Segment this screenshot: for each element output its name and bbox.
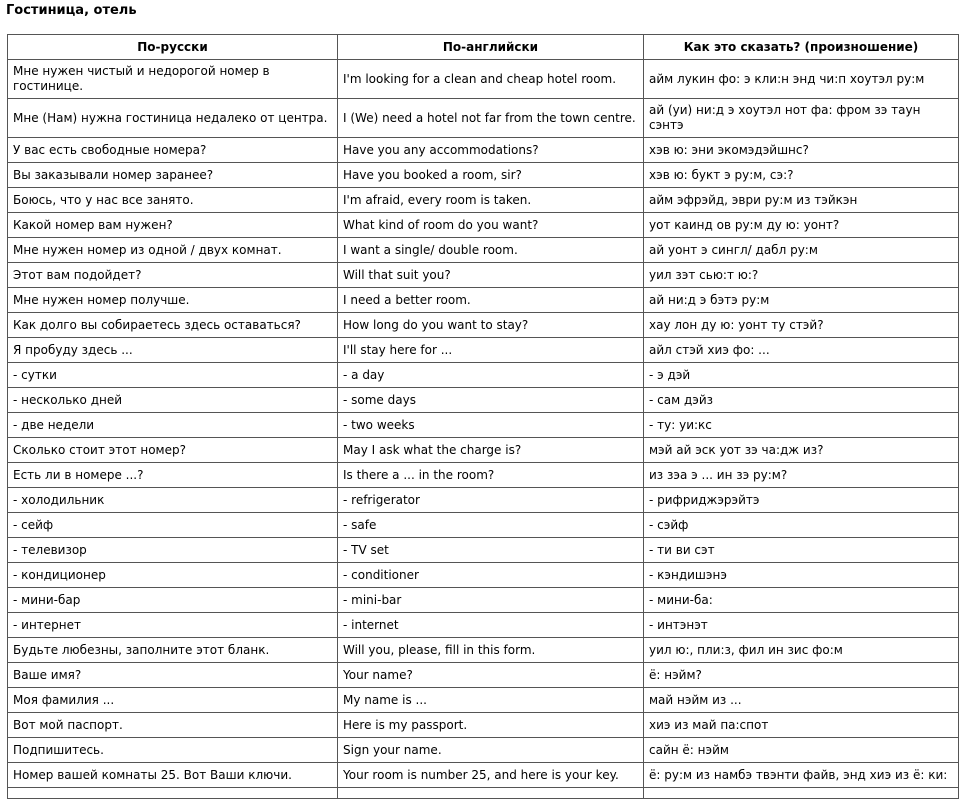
cell-english: - internet — [338, 613, 644, 638]
cell-russian: - интернет — [8, 613, 338, 638]
table-row — [8, 538, 959, 563]
table-row-cutoff — [8, 788, 959, 799]
cell-empty — [8, 788, 338, 799]
cell-english: - safe — [338, 513, 644, 538]
cell-russian: - кондиционер — [8, 563, 338, 588]
cell-english: - refrigerator — [338, 488, 644, 513]
cell-pronunciation: май нэйм из ... — [644, 688, 959, 713]
cell-english: I'll stay here for ... — [338, 338, 644, 363]
cell-english: - mini-bar — [338, 588, 644, 613]
cell-english: May I ask what the charge is? — [338, 438, 644, 463]
cell-english: Your name? — [338, 663, 644, 688]
cell-english: - a day — [338, 363, 644, 388]
cell-russian: Какой номер вам нужен? — [8, 213, 338, 238]
table-row — [8, 688, 959, 713]
cell-pronunciation: - сэйф — [644, 513, 959, 538]
cell-russian: Мне (Нам) нужна гостиница недалеко от центра. — [8, 99, 338, 138]
cell-pronunciation: айм эфрэйд, эври ру:м из тэйкэн — [644, 188, 959, 213]
table-row — [8, 563, 959, 588]
cell-english: Will you, please, fill in this form. — [338, 638, 644, 663]
cell-pronunciation: хау лон ду ю: уонт ту стэй? — [644, 313, 959, 338]
cell-pronunciation: уот каинд ов ру:м ду ю: уонт? — [644, 213, 959, 238]
table-row — [8, 763, 959, 788]
cell-russian: Как долго вы собираетесь здесь оставаться? — [8, 313, 338, 338]
table-row — [8, 413, 959, 438]
table-row — [8, 588, 959, 613]
table-row — [8, 638, 959, 663]
cell-pronunciation: - сам дэйз — [644, 388, 959, 413]
cell-english: - some days — [338, 388, 644, 413]
table-row — [8, 188, 959, 213]
cell-pronunciation: - интэнэт — [644, 613, 959, 638]
cell-russian: - телевизор — [8, 538, 338, 563]
table-header-row — [8, 35, 959, 60]
table-row — [8, 613, 959, 638]
cell-english: Your room is number 25, and here is your key. — [338, 763, 644, 788]
cell-russian: Номер вашей комнаты 25. Вот Ваши ключи. — [8, 763, 338, 788]
table-row — [8, 513, 959, 538]
cell-english: Here is my passport. — [338, 713, 644, 738]
cell-russian: Я пробуду здесь ... — [8, 338, 338, 363]
cell-english: Have you booked a room, sir? — [338, 163, 644, 188]
cell-english: I need a better room. — [338, 288, 644, 313]
cell-pronunciation: - ту: уи:кс — [644, 413, 959, 438]
cell-english: I'm looking for a clean and cheap hotel room. — [338, 60, 644, 99]
table-row — [8, 163, 959, 188]
cell-english: Is there a ... in the room? — [338, 463, 644, 488]
cell-pronunciation: ай ни:д э бэтэ ру:м — [644, 288, 959, 313]
cell-russian: Этот вам подойдет? — [8, 263, 338, 288]
table-row — [8, 438, 959, 463]
cell-english: I'm afraid, every room is taken. — [338, 188, 644, 213]
cell-english: I (We) need a hotel not far from the town centre. — [338, 99, 644, 138]
cell-english: Will that suit you? — [338, 263, 644, 288]
table-row — [8, 288, 959, 313]
cell-pronunciation: - мини-ба: — [644, 588, 959, 613]
cell-english: - TV set — [338, 538, 644, 563]
cell-pronunciation: из зэа э ... ин зэ ру:м? — [644, 463, 959, 488]
cell-pronunciation: сайн ё: нэйм — [644, 738, 959, 763]
cell-empty — [338, 788, 644, 799]
cell-english: - conditioner — [338, 563, 644, 588]
table-row — [8, 213, 959, 238]
cell-pronunciation: айл стэй хиэ фо: ... — [644, 338, 959, 363]
cell-russian: Мне нужен номер из одной / двух комнат. — [8, 238, 338, 263]
cell-english: I want a single/ double room. — [338, 238, 644, 263]
cell-english: My name is ... — [338, 688, 644, 713]
cell-russian: Сколько стоит этот номер? — [8, 438, 338, 463]
cell-pronunciation: - рифриджэрэйтэ — [644, 488, 959, 513]
table-row — [8, 738, 959, 763]
cell-pronunciation: ай уонт э сингл/ дабл ру:м — [644, 238, 959, 263]
cell-russian: Моя фамилия ... — [8, 688, 338, 713]
table-row — [8, 338, 959, 363]
cell-pronunciation: ай (уи) ни:д э хоутэл нот фа: фром зэ таун сэнтэ — [644, 99, 959, 138]
cell-empty — [644, 788, 959, 799]
cell-russian: Вот мой паспорт. — [8, 713, 338, 738]
table-row — [8, 488, 959, 513]
table-row — [8, 388, 959, 413]
cell-pronunciation: - кэндишэнэ — [644, 563, 959, 588]
table-row — [8, 60, 959, 99]
cell-english: Sign your name. — [338, 738, 644, 763]
cell-pronunciation: хэв ю: эни экомэдэйшнс? — [644, 138, 959, 163]
phrasebook-table — [7, 34, 959, 799]
cell-pronunciation: уил ю:, пли:з, фил ин зис фо:м — [644, 638, 959, 663]
table-row — [8, 99, 959, 138]
table-row — [8, 463, 959, 488]
table-row — [8, 263, 959, 288]
header-english: По-английски — [338, 35, 644, 60]
cell-pronunciation: хиэ из май па:спот — [644, 713, 959, 738]
cell-english: How long do you want to stay? — [338, 313, 644, 338]
cell-russian: - холодильник — [8, 488, 338, 513]
cell-russian: Будьте любезны, заполните этот бланк. — [8, 638, 338, 663]
cell-russian: Подпишитесь. — [8, 738, 338, 763]
cell-russian: Боюсь, что у нас все занято. — [8, 188, 338, 213]
cell-russian: - сутки — [8, 363, 338, 388]
table-row — [8, 238, 959, 263]
table-row — [8, 363, 959, 388]
cell-russian: - сейф — [8, 513, 338, 538]
header-russian: По-русски — [8, 35, 338, 60]
cell-russian: - несколько дней — [8, 388, 338, 413]
cell-russian: Есть ли в номере ...? — [8, 463, 338, 488]
cell-pronunciation: хэв ю: букт э ру:м, сэ:? — [644, 163, 959, 188]
cell-russian: Вы заказывали номер заранее? — [8, 163, 338, 188]
cell-russian: Мне нужен номер получше. — [8, 288, 338, 313]
header-pronunciation: Как это сказать? (произношение) — [644, 35, 959, 60]
cell-pronunciation: - э дэй — [644, 363, 959, 388]
cell-russian: У вас есть свободные номера? — [8, 138, 338, 163]
cell-english: What kind of room do you want? — [338, 213, 644, 238]
table-row — [8, 663, 959, 688]
cell-russian: - две недели — [8, 413, 338, 438]
cell-russian: Мне нужен чистый и недорогой номер в гостинице. — [8, 60, 338, 99]
cell-russian: - мини-бар — [8, 588, 338, 613]
cell-russian: Ваше имя? — [8, 663, 338, 688]
cell-pronunciation: уил зэт сью:т ю:? — [644, 263, 959, 288]
table-row — [8, 313, 959, 338]
page-title: Гостиница, отель — [6, 3, 137, 18]
cell-pronunciation: ё: нэйм? — [644, 663, 959, 688]
cell-english: Have you any accommodations? — [338, 138, 644, 163]
cell-pronunciation: мэй ай эск уот зэ ча:дж из? — [644, 438, 959, 463]
cell-pronunciation: айм лукин фо: э кли:н энд чи:п хоутэл ру:м — [644, 60, 959, 99]
table-row — [8, 138, 959, 163]
table-row — [8, 713, 959, 738]
cell-pronunciation: ё: ру:м из намбэ твэнти файв, энд хиэ из ё: ки: — [644, 763, 959, 788]
cell-pronunciation: - ти ви сэт — [644, 538, 959, 563]
cell-english: - two weeks — [338, 413, 644, 438]
